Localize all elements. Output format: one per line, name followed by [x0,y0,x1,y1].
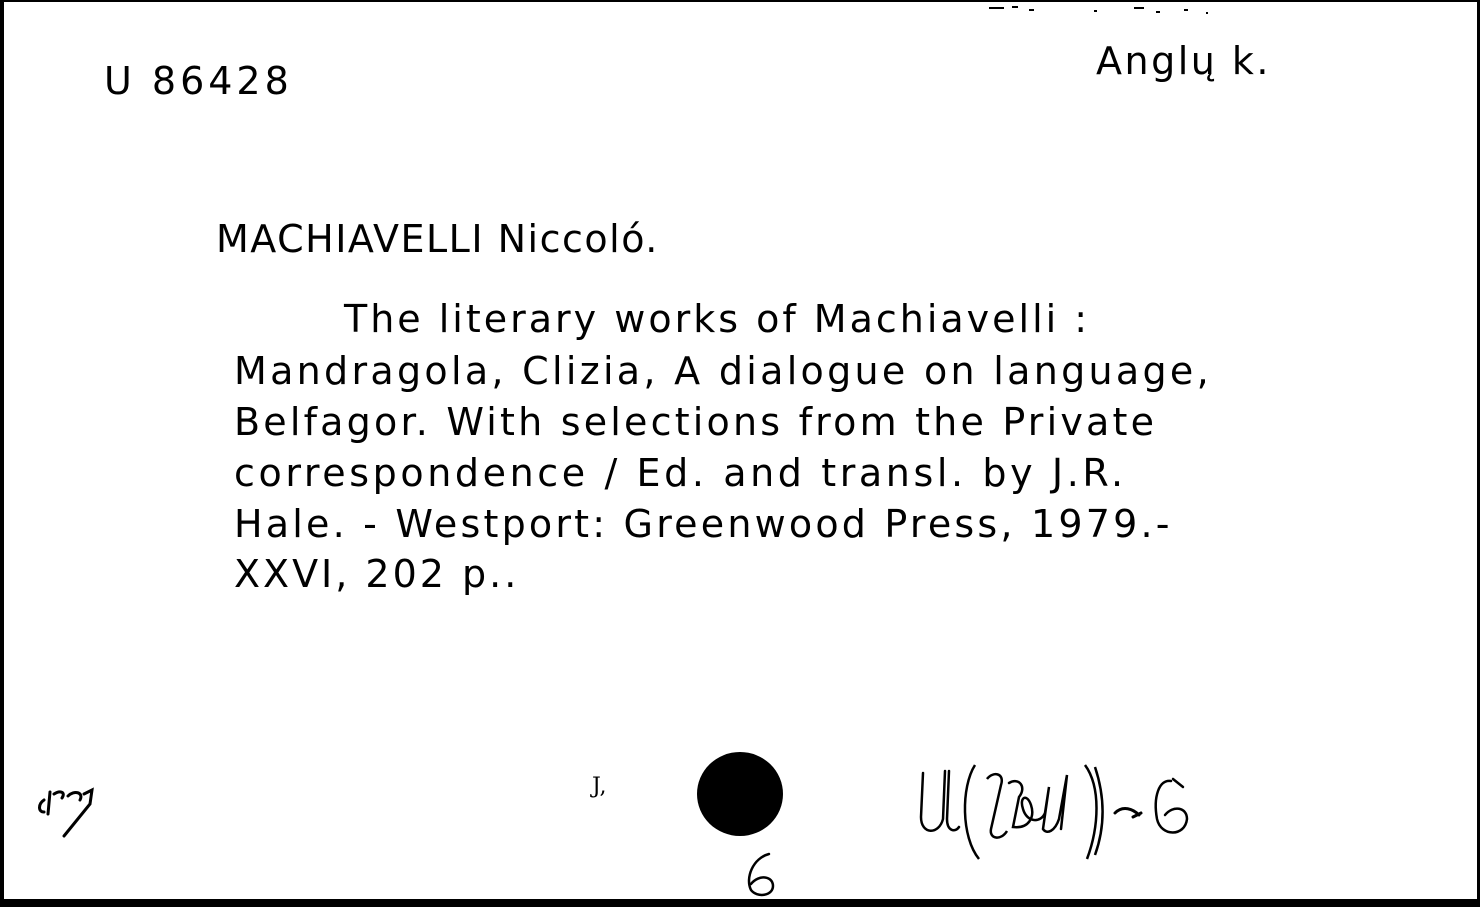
collation-line: XXVI, 202 p.. [234,552,520,596]
title-line-1: The literary works of Machiavelli : [344,297,1091,341]
imprint-line: Hale. - Westport: Greenwood Press, 1979.- [234,502,1173,546]
title-line-2: Mandragola, Clizia, A dialogue on language, [234,349,1212,393]
language-label: Anglų k. [1096,39,1272,83]
title-line-3: Belfagor. With selections from the Private [234,400,1158,444]
handwritten-number [739,850,789,900]
handwritten-initials-mark [34,782,104,842]
punch-hole [697,752,783,836]
handwritten-shelfmark [909,757,1209,867]
title-line-4: correspondence / Ed. and transl. by J.R. [234,451,1127,495]
scan-specks [984,4,1224,16]
call-number: U 86428 [104,59,293,103]
tiny-mark: J, [592,774,607,799]
author-heading: MACHIAVELLI Niccoló. [216,217,659,261]
